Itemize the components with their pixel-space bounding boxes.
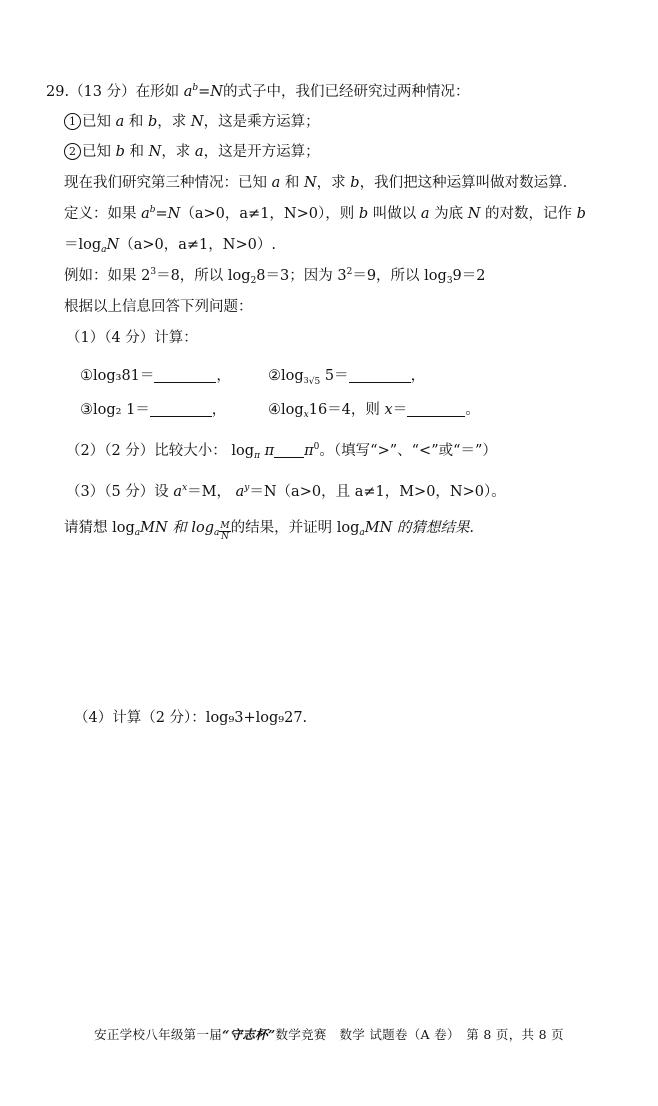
example-line: 例如：如果 $2^3=8$，所以 $\log_28=3$；因为 $3^2=9$，所以 $\log_39=2$ xyxy=(64,267,486,286)
answer-blank[interactable] xyxy=(150,402,212,417)
part1-label: （1）（4 分）计算： xyxy=(66,330,198,346)
definition-line-1: 定义：如果 $a^b=N(a>0$，a≠1，N>0），则 b 叫做以 a 为底 N 的对数，记作 b xyxy=(64,205,586,222)
question-header: 29.（13 分）在形如 $a^b=N$的式子中，我们已经研究过两种情况： xyxy=(46,83,470,100)
case-2: 2 已知 b 和 N，求 a，这是开方运算； xyxy=(64,142,320,162)
answer-blank[interactable] xyxy=(154,368,216,383)
instruction: 根据以上信息回答下列问题： xyxy=(64,299,253,315)
part1-item-3: ③log₂ 1＝ ， xyxy=(80,402,227,418)
question-number: 29. xyxy=(46,84,70,100)
part2: （2）（2 分）比较大小： $\log_\pi \pi$ $\pi^0$。（填写“>”、“<”或“＝”） xyxy=(66,442,497,461)
case-1: 1 已知 a 和 b，求 N，这是乘方运算； xyxy=(64,112,320,132)
question-score: （13 分） xyxy=(69,84,136,100)
circled-number: 2 xyxy=(64,143,81,160)
answer-blank[interactable] xyxy=(274,443,304,458)
part3-setup: （3）（5 分）设 $a^x=M$， $a^y=N(a>0$，且 a≠1，M>0，N>0）。 xyxy=(66,483,506,500)
part4: （4）计算（2 分）：log₉3+log₉27. xyxy=(74,710,308,726)
circled-number: 1 xyxy=(64,113,81,130)
fraction: $\frac{M}{N}$ xyxy=(220,521,230,542)
third-case: 现在我们研究第三种情况：已知 a 和 N，求 b，我们把这种运算叫做对数运算. xyxy=(64,175,568,191)
part1-item-2: $②\log_{3√5}$ 5＝ ， xyxy=(268,368,426,387)
definition-line-2: $=\log_aN(a>0$，a≠1，N>0）. xyxy=(64,237,276,255)
part1-item-1: ①log₃81＝ ， xyxy=(80,368,231,384)
part3-guess: 请猜想 $\log_aMN$ 和 $\log_a$ $\frac{M}{N}$ 的结果，并证明 $\log_aMN$ 的猜想结果. xyxy=(64,520,475,542)
part1-item-4: $④\log_x16=4$，则 x＝ 。 xyxy=(268,402,480,420)
answer-blank[interactable] xyxy=(349,368,411,383)
page-footer: 安正学校八年级第一届“守志杯”数学竞赛 数学 试题卷（A 卷） 第 8 页，共 8 页 xyxy=(94,1027,564,1042)
answer-blank[interactable] xyxy=(407,402,465,417)
